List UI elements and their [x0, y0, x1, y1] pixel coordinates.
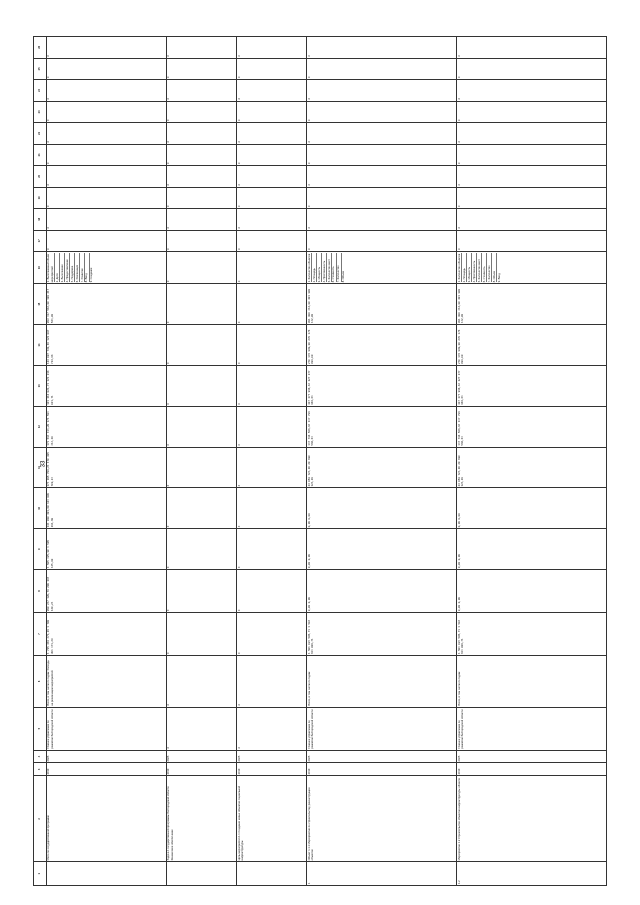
cell-col-22: X: [306, 123, 456, 144]
indicator-line: 7. Развитие: [81, 253, 86, 282]
cell-col-1: [46, 862, 166, 886]
cell-col-7: X: [236, 613, 306, 656]
table-row: [46, 37, 166, 886]
cell-col-14: 270 176 999,00 270 176 999,00: [456, 325, 606, 366]
cell-col-4: 2025: [46, 750, 166, 763]
cell-col-7: X: [166, 613, 236, 656]
column-number-cell: 3: [34, 763, 47, 776]
column-number-cell: 15: [34, 284, 47, 325]
cell-col-7: 1 735 361 471,29 1 700 301 471,29: [46, 613, 166, 656]
cell-col-12: X: [236, 406, 306, 447]
column-number-cell: 20: [34, 166, 47, 187]
rotated-table-sheet: [33, 36, 607, 886]
indicator-line: 8. Ввод: [85, 253, 90, 282]
cell-col-15: X: [236, 284, 306, 325]
indicator-line: 3. Мощность: [468, 253, 473, 282]
cell-col-4: 2025: [306, 750, 456, 763]
cell-col-12: 147 796 566,64 147 796 566,64: [306, 406, 456, 447]
cell-col-3: 2019: [236, 763, 306, 776]
cell-col-2: Итого по государственной программе: [46, 776, 166, 862]
column-number-cell: 12: [34, 406, 47, 447]
cell-col-19: X: [46, 187, 166, 208]
indicator-line: 2. Доля: [56, 253, 61, 282]
column-number-cell: 5: [34, 707, 47, 750]
cell-col-13: X: [166, 365, 236, 406]
column-number-cell: 26: [34, 37, 47, 59]
cell-col-25: X: [456, 58, 606, 79]
cell-col-20: X: [166, 166, 236, 187]
indicator-line: 7. Количество: [337, 253, 342, 282]
cell-col-11: 174 305 709,24 170 305 709,24: [46, 447, 166, 488]
column-number-cell: 6: [34, 656, 47, 708]
cell-col-12: 147 796 566,64 147 796 566,64: [456, 406, 606, 447]
cell-col-11: X: [236, 447, 306, 488]
cell-col-22: X: [456, 123, 606, 144]
cell-col-23: X: [166, 101, 236, 122]
indicator-line: 6. Стоимость: [483, 253, 488, 282]
column-number-cell: 16: [34, 252, 47, 284]
cell-col-25: X: [46, 58, 166, 79]
cell-col-26: X: [456, 37, 606, 59]
column-number-cell: 10: [34, 488, 47, 529]
indicator-line: 2. Площадь: [463, 253, 468, 282]
cell-col-23: X: [46, 101, 166, 122]
cell-col-19: X: [456, 187, 606, 208]
cell-col-3: 2019: [46, 763, 166, 776]
cell-col-17: X: [236, 230, 306, 251]
cell-col-21: X: [46, 144, 166, 165]
cell-col-25: X: [306, 58, 456, 79]
cell-col-7: 1 504 024 585,71 1 504 614 806,71: [456, 613, 606, 656]
cell-col-8: 200 247 120,79 200 397 120,24: [46, 570, 166, 613]
cell-col-1: 1: [306, 862, 456, 886]
cell-col-25: X: [166, 58, 236, 79]
cell-col-13: 327 377 966,64 327 377 966,64: [306, 365, 456, 406]
table-row: [236, 37, 306, 886]
cell-col-20: X: [46, 166, 166, 187]
cell-col-7: 1 501 024 585,71 1 504 614 806,71: [306, 613, 456, 656]
cell-col-1: [166, 862, 236, 886]
indicator-line: 4. Предоставление: [66, 253, 71, 282]
cell-col-21: X: [306, 144, 456, 165]
cell-col-9: 0,00 0,00: [306, 529, 456, 570]
column-number-cell: 22: [34, 123, 47, 144]
cell-col-16: X: [166, 252, 236, 284]
cell-col-24: X: [306, 80, 456, 101]
indicator-line: 9. Ввод: [497, 273, 501, 283]
cell-col-16: X: [236, 252, 306, 284]
cell-col-15: X: [166, 284, 236, 325]
column-number-cell: 14: [34, 325, 47, 366]
indicator-cell: [46, 252, 166, 284]
column-number-cell: 9: [34, 529, 47, 570]
page-number: 33: [40, 460, 47, 468]
cell-col-26: X: [306, 37, 456, 59]
cell-col-8: X: [236, 570, 306, 613]
cell-col-5: Главное управление по развитию Белгородской области: [306, 707, 456, 750]
cell-col-8: 0,00 0,00: [456, 570, 606, 613]
cell-col-10: 0,00 0,00: [306, 488, 456, 529]
indicator-line: 5. Поддержка: [71, 253, 76, 282]
cell-col-21: X: [456, 144, 606, 165]
indicator-line: 2. Площадь: [313, 253, 318, 282]
cell-col-18: X: [306, 209, 456, 230]
column-number-cell: 25: [34, 58, 47, 79]
cell-col-6: Всего, в том числе по годам:: [306, 656, 456, 708]
column-number-cell: 17: [34, 230, 47, 251]
indicator-line: 1. Выполненный объем мероприятий: [47, 254, 54, 283]
cell-col-24: X: [456, 80, 606, 101]
indicator-line: 8. Объем: [342, 271, 346, 283]
table-row: [306, 37, 456, 886]
cell-col-2: Объект 1.1.1 Мероприятие по строительству, реконструкции объектов: [306, 776, 456, 862]
cell-col-24: X: [236, 80, 306, 101]
cell-col-9: X: [166, 529, 236, 570]
indicator-line: 5. Количество мест: [328, 253, 333, 282]
cell-col-14: X: [166, 325, 236, 366]
cell-col-17: X: [46, 230, 166, 251]
indicator-cell: [306, 252, 456, 284]
cell-col-1: 1.2: [456, 862, 606, 886]
cell-col-24: X: [46, 80, 166, 101]
indicator-line: 3. Выполнение: [61, 253, 66, 282]
cell-col-9: 4 505 425,90 4 505 425,90: [46, 529, 166, 570]
cell-col-15: 203 417 564,00 198 217 564,00: [46, 284, 166, 325]
cell-col-3: 2019: [306, 763, 456, 776]
column-number-cell: 8: [34, 570, 47, 613]
cell-col-13: 327 377 966,64 327 377 966,64: [456, 365, 606, 406]
cell-col-26: X: [236, 37, 306, 59]
cell-col-19: X: [236, 187, 306, 208]
cell-col-8: 0,00 0,00: [306, 570, 456, 613]
indicator-line: 6. Стоимость: [332, 253, 337, 282]
indicator-line: 6. Реализация: [76, 253, 81, 282]
cell-col-23: X: [306, 101, 456, 122]
indicator-line: 8. Объем: [493, 253, 498, 282]
cell-col-10: 134 830 391,68 124 830 391,68: [46, 488, 166, 529]
indicator-line: 3. Мощность: [318, 253, 323, 282]
cell-col-6: Всего, в том числе по годам: Расходы на реализацию мероприятий: [46, 656, 166, 708]
cell-col-17: X: [306, 230, 456, 251]
column-number-cell: 18: [34, 209, 47, 230]
cell-col-25: X: [236, 58, 306, 79]
cell-col-2: Цель мероприятия 1.1 Создание новых объектов социальной инфраструктуры: [236, 776, 306, 862]
cell-col-21: X: [236, 144, 306, 165]
cell-col-11: X: [166, 447, 236, 488]
cell-col-5: Главное управление по развитию Белгородской области: [456, 707, 606, 750]
cell-col-20: X: [456, 166, 606, 187]
cell-col-21: X: [166, 144, 236, 165]
cell-col-17: X: [456, 230, 606, 251]
cell-col-20: X: [236, 166, 306, 187]
column-number-cell: 13: [34, 365, 47, 406]
cell-col-1: [236, 862, 306, 886]
cell-col-4: 2025: [236, 750, 306, 763]
column-number-cell: 4: [34, 750, 47, 763]
cell-col-2: Задача 1 государственной программы Белгородской области Финансовое обеспечение: [166, 776, 236, 862]
cell-col-18: X: [456, 209, 606, 230]
column-number-cell: 19: [34, 187, 47, 208]
cell-col-24: X: [166, 80, 236, 101]
column-number-row: [34, 37, 47, 886]
cell-col-6: X: [166, 656, 236, 708]
cell-col-22: X: [166, 123, 236, 144]
cell-col-22: X: [236, 123, 306, 144]
cell-col-26: X: [166, 37, 236, 59]
cell-col-19: X: [166, 187, 236, 208]
cell-col-11: 23 058 724,20 20 690 124,20: [456, 447, 606, 488]
cell-col-10: 0,00 0,00: [456, 488, 606, 529]
cell-col-13: X: [236, 365, 306, 406]
cell-col-20: X: [306, 166, 456, 187]
indicator-line: 7. Количество: [488, 253, 493, 282]
table-row: [166, 37, 236, 886]
cell-col-10: X: [166, 488, 236, 529]
indicator-line: 1. Количество объектов: [457, 253, 461, 283]
cell-col-5: X: [236, 707, 306, 750]
cell-col-6: X: [236, 656, 306, 708]
cell-col-8: X: [166, 570, 236, 613]
cell-col-9: 0,00 0,00: [456, 529, 606, 570]
indicator-line: 9. Создание: [90, 267, 94, 283]
cell-col-11: 23 058 724,20 20 690 124,20: [306, 447, 456, 488]
column-number-cell: 11: [34, 447, 47, 488]
column-number-cell: 1: [34, 862, 47, 886]
cell-col-12: 171 594 414,20 171 594 414,20: [46, 406, 166, 447]
column-number-cell: 23: [34, 101, 47, 122]
cell-col-15: 301 900 442,00 301 900 442,00: [456, 284, 606, 325]
indicator-cell: [456, 252, 606, 284]
cell-col-14: 123 087 733,66 123 087 733,66: [46, 325, 166, 366]
cell-col-5: X: [166, 707, 236, 750]
cell-col-4: 2025: [456, 750, 606, 763]
cell-col-18: X: [236, 209, 306, 230]
indicator-line: 4. Протяженность: [323, 253, 328, 282]
indicator-line: 1. Количество объектов: [307, 253, 311, 283]
cell-col-26: X: [46, 37, 166, 59]
cell-col-13: 121 316 021,71 121 316 021,71: [46, 365, 166, 406]
column-number-cell: 21: [34, 144, 47, 165]
program-table: [33, 36, 607, 886]
cell-col-23: X: [456, 101, 606, 122]
cell-col-3: 2019: [166, 763, 236, 776]
cell-col-17: X: [166, 230, 236, 251]
cell-col-10: X: [236, 488, 306, 529]
cell-col-14: X: [236, 325, 306, 366]
indicator-line: 5. Количество мест: [478, 253, 483, 282]
cell-col-19: X: [306, 187, 456, 208]
cell-col-6: Всего, в том числе по годам:: [456, 656, 606, 708]
cell-col-12: X: [166, 406, 236, 447]
column-number-cell: 2: [34, 776, 47, 862]
cell-col-22: X: [46, 123, 166, 144]
cell-col-14: 270 176 999,00 270 176 999,00: [306, 325, 456, 366]
cell-col-15: 301 900 442,00 301 900 442,00: [306, 284, 456, 325]
cell-col-9: X: [236, 529, 306, 570]
cell-col-3: 2019: [456, 763, 606, 776]
cell-col-18: X: [166, 209, 236, 230]
cell-col-2: Мероприятие 1.2 Строительство объектов инфраструктуры области: [456, 776, 606, 862]
cell-col-23: X: [236, 101, 306, 122]
indicator-line: 4. Протяженность: [473, 253, 478, 282]
cell-col-4: 2025: [166, 750, 236, 763]
cell-col-18: X: [46, 209, 166, 230]
column-number-cell: 7: [34, 613, 47, 656]
cell-col-5: Главное управление по развитию Белгородской области: [46, 707, 166, 750]
column-number-cell: 24: [34, 80, 47, 101]
table-row: [456, 37, 606, 886]
